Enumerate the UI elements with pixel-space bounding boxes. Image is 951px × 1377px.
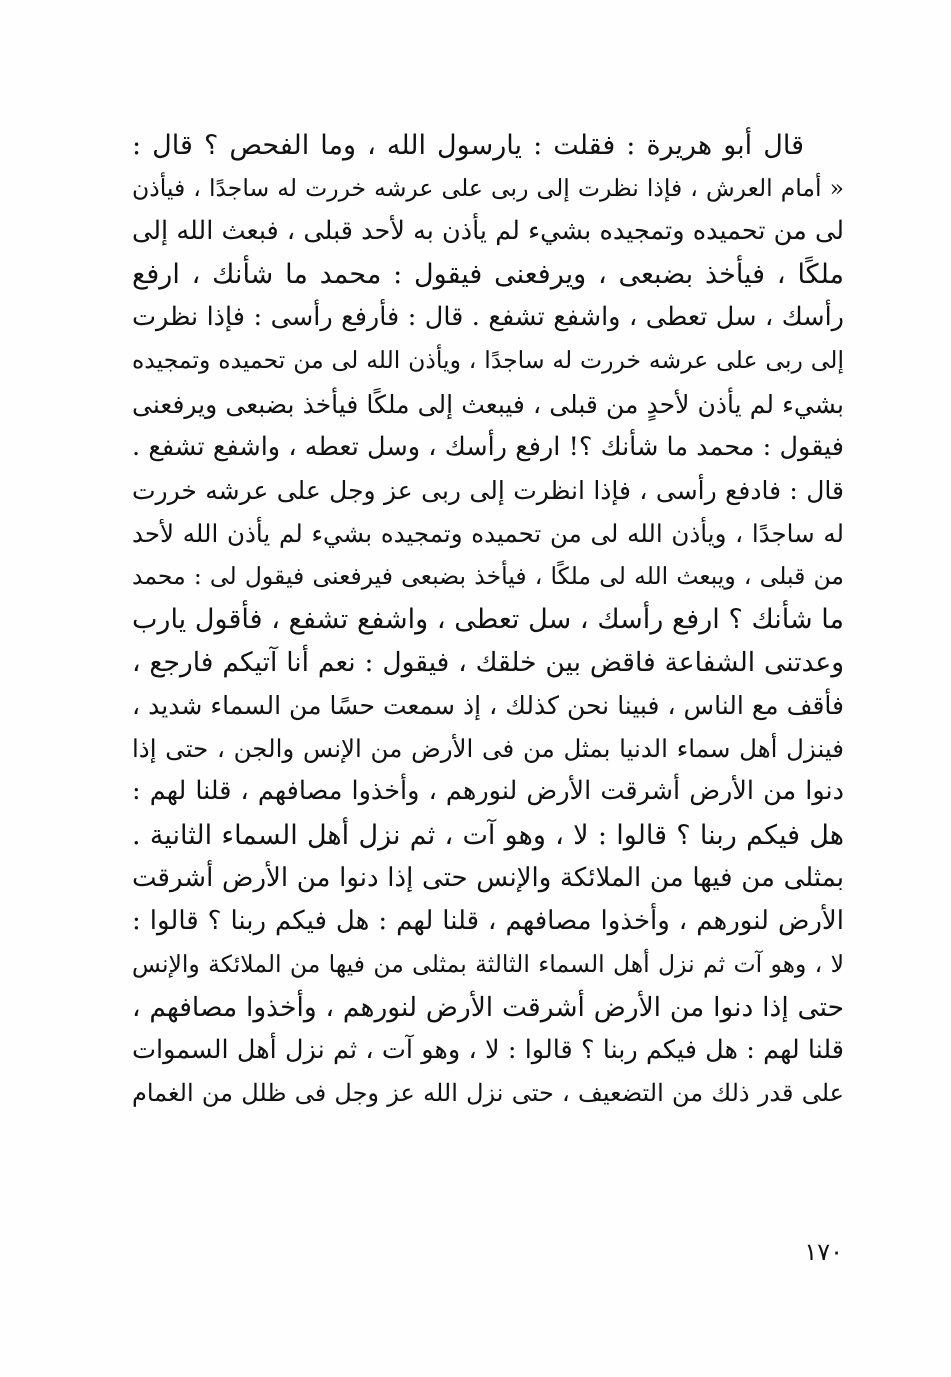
text-line: رأسك ، سل تعطى ، واشفع تشفع . قال : فأرفع رأسى : فإذا نظرت <box>132 302 844 333</box>
text-line: له ساجدًا ، ويأذن الله لى من تحميده وتمجيده بشيء لم يأذن الله لأحد <box>132 518 844 548</box>
text-line: إلى ربى على عرشه خررت له ساجدًا ، ويأذن الله لى من تحميده وتمجيده <box>132 346 844 375</box>
text-line: على قدر ذلك من التضعيف ، حتى نزل الله عز وجل فى ظلل من الغمام <box>132 1079 844 1108</box>
text-line: قال : فادفع رأسى ، فإذا انظرت إلى ربى عز وجل على عرشه خررت <box>132 475 844 505</box>
text-line: قلنا لهم : هل فيكم ربنا ؟ قالوا : لا ، وهو آت ، ثم نزل أهل السموات <box>132 1034 844 1065</box>
text-line: ما شأنك ؟ ارفع رأسك ، سل تعطى ، واشفع تشفع ، فأقول يارب <box>132 604 844 636</box>
text-line: فيقول : محمد ما شأنك ؟! ارفع رأسك ، وسل تعطه ، واشفع تشفع . <box>132 431 844 462</box>
text-line: بشيء لم يأذن لأحدٍ من قبلى ، فيبعث إلى ملكًا فيأخذ بضبعى ويرفعنى <box>132 389 844 419</box>
text-line: من قبلى ، ويبعث الله لى ملكًا ، فيأخذ بضبعى فيرفعنى فيقول لى : محمد <box>132 561 844 590</box>
text-line: دنوا من الأرض أشرقت الأرض لنورهم ، وأخذوا مصافهم ، قلنا لهم : <box>132 776 844 807</box>
text-line: قال أبو هريرة : فقلت : يارسول الله ، وما الفحص ؟ قال : <box>132 130 804 161</box>
text-line: « أمام العرش ، فإذا نظرت إلى ربى على عرشه خررت له ساجدًا ، فيأذن <box>132 174 844 203</box>
text-line: ملكًا ، فيأخذ بضبعى ، ويرفعنى فيقول : محمد ما شأنك ، ارفع <box>132 259 844 291</box>
text-line: بمثلى من فيها من الملائكة والإنس حتى إذا دنوا من الأرض أشرقت <box>132 862 844 893</box>
text-line: حتى إذا دنوا من الأرض أشرقت الأرض لنورهم ، وأخذوا مصافهم ، <box>132 991 844 1023</box>
text-line: فأقف مع الناس ، فبينا نحن كذلك ، إذ سمعت حسًا من السماء شديد ، <box>132 691 844 721</box>
text-line: وعدتنى الشفاعة فاقض بين خلقك ، فيقول : نعم أنا آتيكم فارجع ، <box>132 647 844 679</box>
text-line: لا ، وهو آت ثم نزل أهل السماء الثالثة بمثلى من فيها من الملائكة والإنس <box>132 949 844 978</box>
body-text <box>132 124 844 1115</box>
text-line: فينزل أهل سماء الدنيا بمثل من فى الأرض من الإنس والجن ، حتى إذا <box>132 734 844 764</box>
text-line: الأرض لنورهم ، وأخذوا مصافهم ، قلنا لهم : هل فيكم ربنا ؟ قالوا : <box>132 905 844 936</box>
text-line: لى من تحميده وتمجيده بشيء لم يأذن به لأحد قبلى ، فبعث الله إلى <box>132 216 844 247</box>
text-line: هل فيكم ربنا ؟ قالوا : لا ، وهو آت ، ثم نزل أهل السماء الثانية . <box>132 819 844 851</box>
page-number: ١٧٠ <box>804 1238 843 1266</box>
